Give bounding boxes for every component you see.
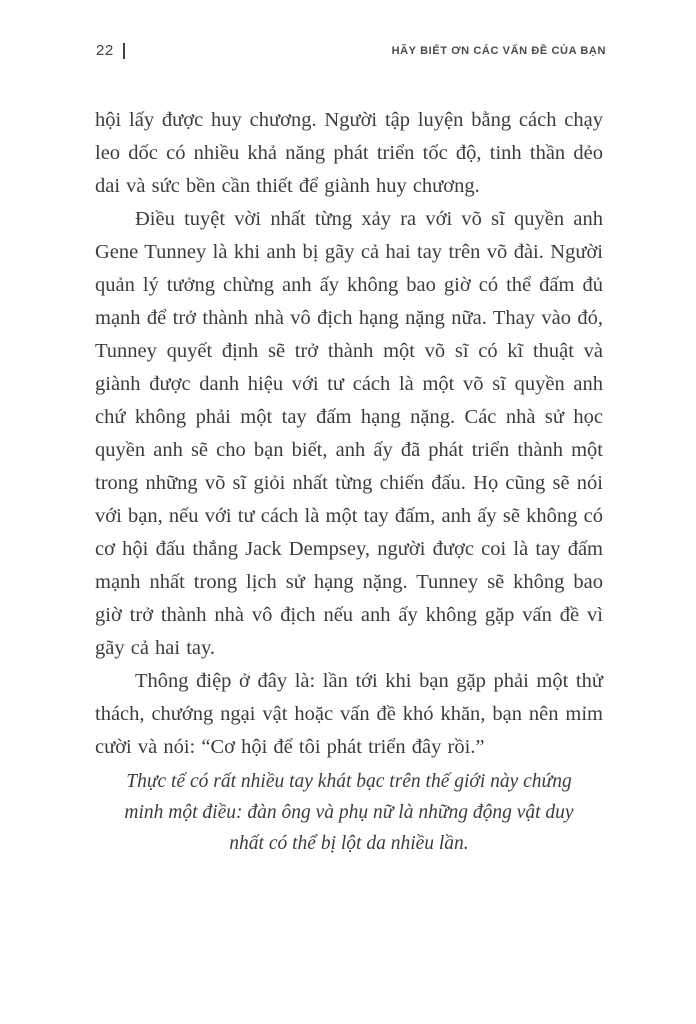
body-text (95, 104, 603, 859)
header-divider (123, 43, 125, 59)
page-number: 22 (96, 42, 114, 59)
paragraph-continuation: hội lấy được huy chương. Người tập luyện bằng cách chạy leo dốc có nhiều khả năng phát triển tốc độ, tinh thần dẻo dai và sức bền cần thiết để giành huy chương. (95, 109, 603, 197)
closing-quote: Thực tế có rất nhiều tay khát bạc trên thế giới này chứng minh một điều: đàn ông và phụ nữ là những động vật duy nhất có thể bị lột da nhiều lần. (124, 771, 574, 854)
page-number-group (96, 42, 125, 59)
paragraph-tunney: Điều tuyệt vời nhất từng xảy ra với võ sĩ quyền anh Gene Tunney là khi anh bị gãy cả hai tay trên võ đài. Người quản lý tưởng chừng anh ấy không bao giờ có thể đấm đủ mạnh để trở thành nhà vô địch hạng nặng nữa. Thay vào đó, Tunney quyết định sẽ trở thành một võ sĩ có kĩ thuật và giành được danh hiệu với tư cách là một võ sĩ quyền anh chứ không phải một tay đấm hạng nặng. Các nhà sử học quyền anh sẽ cho bạn biết, anh ấy đã phát triển thành một trong những võ sĩ giỏi nhất từng chiến đấu. Họ cũng sẽ nói với bạn, nếu với tư cách là một tay đấm, anh ấy sẽ không có cơ hội đấu thắng Jack Dempsey, người được coi là tay đấm mạnh nhất trong lịch sử hạng nặng. Tunney sẽ không bao giờ trở thành nhà vô địch nếu anh ấy không gặp vấn đề vì gãy cả hai tay. (95, 208, 603, 659)
paragraph-message: Thông điệp ở đây là: lần tới khi bạn gặp phải một thử thách, chướng ngại vật hoặc vấn đề khó khăn, bạn nên mỉm cười và nói: “Cơ hội để tôi phát triển đây rồi.” (95, 670, 603, 758)
running-header (96, 42, 606, 59)
running-title: HÃY BIẾT ƠN CÁC VẤN ĐỀ CỦA BẠN (391, 44, 606, 57)
